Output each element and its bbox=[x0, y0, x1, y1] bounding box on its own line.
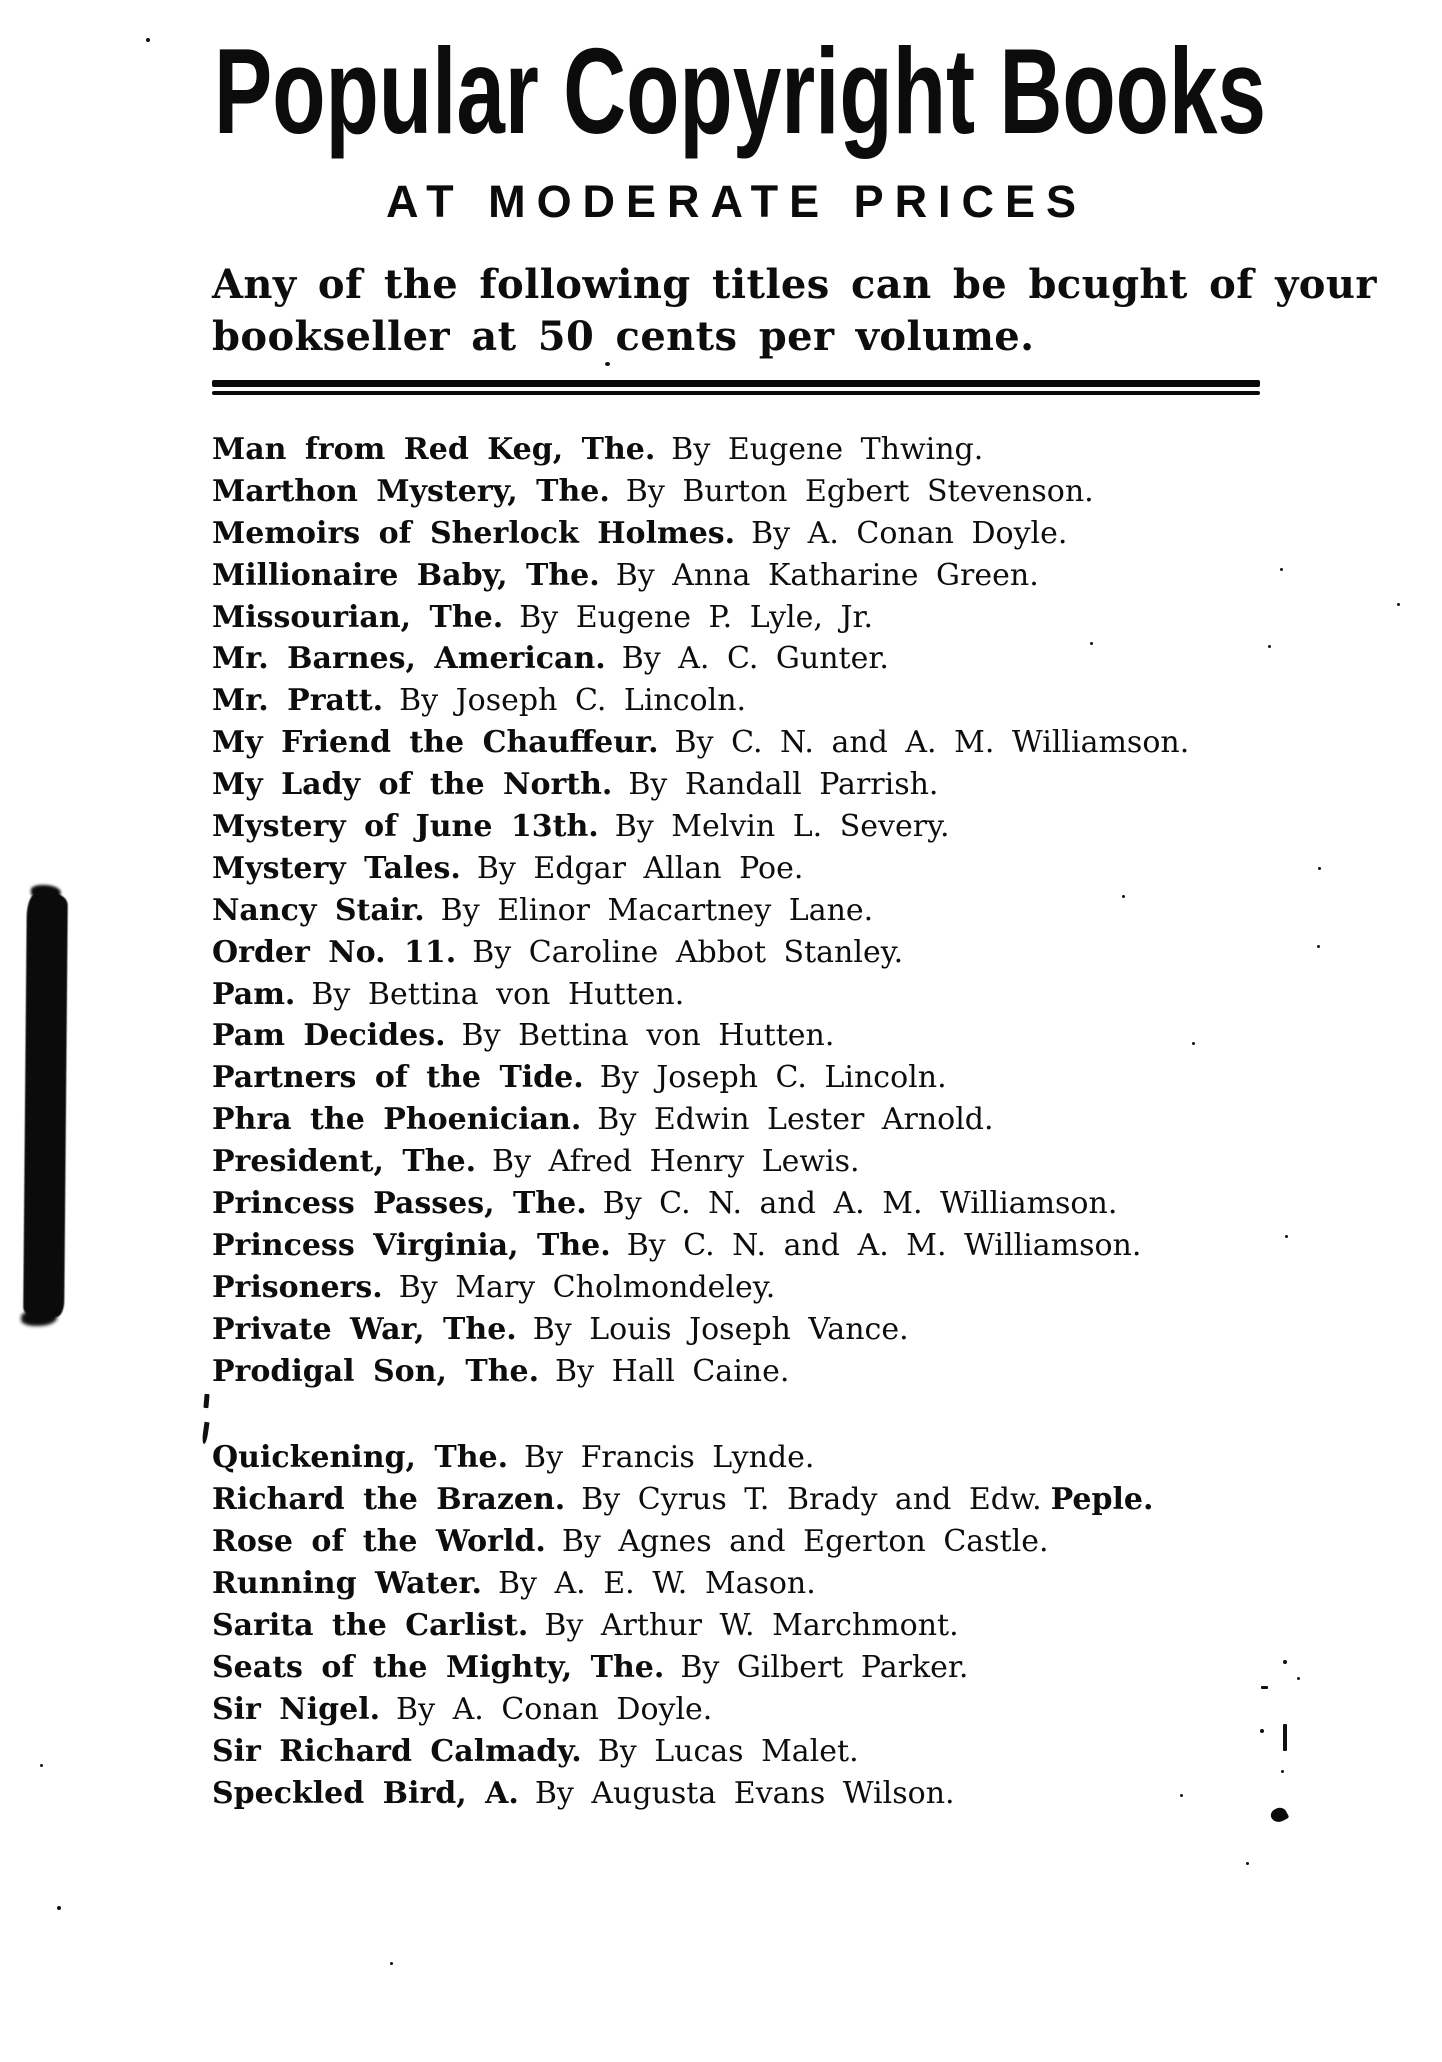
scan-speck bbox=[1246, 1862, 1249, 1865]
book-list-item bbox=[212, 764, 1362, 806]
rule-top-line bbox=[212, 380, 1260, 387]
book-list-item bbox=[212, 638, 1362, 680]
scan-speck bbox=[1280, 568, 1283, 571]
page-subtitle-block bbox=[386, 176, 1086, 238]
book-title: Partners of the Tide. bbox=[212, 1060, 584, 1096]
book-author: By C. N. and A. M. Williamson. bbox=[626, 1227, 1142, 1263]
book-list-item bbox=[212, 848, 1362, 890]
book-author: By Burton Egbert Stevenson. bbox=[625, 473, 1094, 509]
book-list-item bbox=[212, 1225, 1362, 1267]
book-list-item bbox=[212, 890, 1362, 932]
book-title: Sir Richard Calmady. bbox=[212, 1733, 582, 1769]
book-list-item bbox=[212, 680, 1362, 722]
book-list-item bbox=[212, 429, 1362, 471]
book-author: By Joseph C. Lincoln. bbox=[599, 1060, 947, 1096]
book-list-item bbox=[212, 1605, 1362, 1647]
book-list-item bbox=[212, 1099, 1362, 1141]
book-list-item bbox=[212, 974, 1362, 1016]
book-list-item bbox=[212, 932, 1362, 974]
scan-speck bbox=[1192, 1042, 1195, 1045]
book-list-item bbox=[212, 1647, 1362, 1689]
book-author: By Bettina von Hutten. bbox=[311, 976, 685, 1012]
book-list-item bbox=[212, 1267, 1362, 1309]
book-title: Pam. bbox=[212, 976, 296, 1012]
intro-paragraph bbox=[212, 259, 1377, 363]
scan-speck bbox=[57, 1906, 61, 1910]
scan-speck bbox=[1318, 867, 1321, 870]
book-author: By A. Conan Doyle. bbox=[396, 1691, 713, 1727]
book-list-item bbox=[212, 1731, 1362, 1773]
page-subtitle: AT MODERATE PRICES bbox=[386, 176, 1076, 227]
book-author: By C. N. and A. M. Williamson. bbox=[674, 725, 1190, 761]
book-author: By Randall Parrish. bbox=[628, 767, 939, 803]
book-title: Pam Decides. bbox=[212, 1018, 446, 1054]
book-title: Mystery of June 13th. bbox=[212, 809, 599, 845]
rule-bottom-line bbox=[212, 391, 1260, 395]
book-author: By Louis Joseph Vance. bbox=[532, 1311, 909, 1347]
book-title: Marthon Mystery, The. bbox=[212, 473, 610, 509]
book-title: Quickening, The. bbox=[212, 1440, 509, 1476]
book-author: By Anna Katharine Green. bbox=[615, 557, 1039, 593]
book-title: Running Water. bbox=[212, 1566, 482, 1602]
book-author: By C. N. and A. M. Williamson. bbox=[602, 1186, 1118, 1222]
scan-speck bbox=[40, 1764, 43, 1767]
book-author: By Afred Henry Lewis. bbox=[492, 1144, 860, 1180]
book-title: Sir Nigel. bbox=[212, 1691, 381, 1727]
book-title: Prisoners. bbox=[212, 1269, 383, 1305]
book-title: Mr. Pratt. bbox=[212, 683, 384, 719]
book-list-item bbox=[212, 1015, 1362, 1057]
book-title: Richard the Brazen. bbox=[212, 1482, 566, 1518]
page-title-block bbox=[214, 23, 1274, 200]
intro-line-2: bookseller at 50 cents per volume. bbox=[212, 313, 1035, 360]
scan-speck bbox=[1261, 1686, 1268, 1689]
book-author: By Caroline Abbot Stanley. bbox=[472, 934, 904, 970]
book-list-item bbox=[212, 1479, 1362, 1521]
book-author: By Eugene P. Lyle, Jr. bbox=[519, 599, 874, 635]
book-title: Nancy Stair. bbox=[212, 892, 425, 928]
scan-speck bbox=[1285, 1235, 1288, 1238]
ink-smudge bbox=[23, 893, 68, 1317]
book-title: Seats of the Mighty, The. bbox=[212, 1649, 665, 1685]
book-author: By Bettina von Hutten. bbox=[461, 1018, 835, 1054]
scan-tick bbox=[203, 1394, 209, 1408]
book-list-item bbox=[212, 555, 1362, 597]
intro-line-1: Any of the following titles can be bcught of your bbox=[212, 261, 1377, 308]
book-author: By Cyrus T. Brady and Edw. bbox=[581, 1482, 1042, 1518]
scan-speck bbox=[390, 1962, 393, 1965]
book-title: Mystery Tales. bbox=[212, 850, 461, 886]
book-list-item bbox=[212, 1057, 1362, 1099]
book-author: By A. Conan Doyle. bbox=[751, 515, 1068, 551]
book-author: By Augusta Evans Wilson. bbox=[534, 1775, 955, 1811]
book-title: Sarita the Carlist. bbox=[212, 1608, 529, 1644]
book-title: Millionaire Baby, The. bbox=[212, 557, 600, 593]
book-title: Prodigal Son, The. bbox=[212, 1353, 540, 1389]
book-title: Missourian, The. bbox=[212, 599, 504, 635]
book-author: By A. E. W. Mason. bbox=[497, 1566, 816, 1602]
book-author: By Edwin Lester Arnold. bbox=[597, 1102, 994, 1138]
page-title: Popular Copyright Books bbox=[214, 23, 1266, 159]
scan-speck bbox=[605, 362, 610, 366]
book-list-item bbox=[212, 1521, 1362, 1563]
book-title: Private War, The. bbox=[212, 1311, 517, 1347]
book-author: By Lucas Malet. bbox=[597, 1733, 859, 1769]
book-author: By Eugene Thwing. bbox=[671, 432, 984, 467]
book-title: Phra the Phoenician. bbox=[212, 1102, 582, 1138]
scan-tick bbox=[1283, 1724, 1287, 1751]
book-list-item bbox=[212, 1437, 1362, 1479]
scan-speck bbox=[1283, 1660, 1287, 1664]
book-title: Princess Virginia, The. bbox=[212, 1227, 611, 1263]
scan-speck bbox=[1317, 945, 1320, 948]
book-list-item bbox=[212, 722, 1362, 764]
book-list-item bbox=[212, 806, 1362, 848]
book-title: Rose of the World. bbox=[212, 1524, 546, 1560]
scan-speck bbox=[1180, 1794, 1183, 1797]
book-list-item bbox=[212, 1183, 1362, 1225]
scan-speck bbox=[1397, 603, 1400, 606]
book-title: Speckled Bird, A. bbox=[212, 1775, 519, 1811]
book-author: By Elinor Macartney Lane. bbox=[440, 892, 874, 928]
book-author: By Gilbert Parker. bbox=[680, 1649, 969, 1685]
book-list-item bbox=[212, 471, 1362, 513]
book-list-item bbox=[212, 1689, 1362, 1731]
book-list-item bbox=[212, 513, 1362, 555]
scan-speck bbox=[146, 38, 150, 42]
book-list-item bbox=[212, 1309, 1362, 1351]
book-author: By Edgar Allan Poe. bbox=[476, 850, 804, 886]
book-title: My Lady of the North. bbox=[212, 767, 613, 803]
scan-speck bbox=[1297, 1677, 1300, 1680]
scan-speck bbox=[1268, 645, 1271, 648]
book-title: Order No. 11. bbox=[212, 934, 457, 970]
book-author: By Arthur W. Marchmont. bbox=[544, 1608, 959, 1644]
book-title: Princess Passes, The. bbox=[212, 1186, 587, 1222]
book-list-item bbox=[212, 597, 1362, 639]
book-list-item bbox=[212, 1773, 1362, 1815]
book-author: By Hall Caine. bbox=[555, 1353, 790, 1389]
book-list-item bbox=[212, 1351, 1362, 1393]
book-author: By Melvin L. Severy. bbox=[614, 809, 950, 845]
book-author: By Mary Cholmondeley. bbox=[398, 1269, 776, 1305]
double-rule bbox=[212, 380, 1260, 395]
book-list-item bbox=[212, 1563, 1362, 1605]
book-title: President, The. bbox=[212, 1144, 477, 1180]
book-author: By Francis Lynde. bbox=[524, 1440, 815, 1476]
book-author: By Agnes and Egerton Castle. bbox=[561, 1524, 1049, 1560]
scan-tick bbox=[201, 1422, 209, 1444]
scan-speck bbox=[1281, 1770, 1284, 1773]
scan-speck bbox=[1122, 895, 1125, 898]
scan-speck bbox=[1260, 1729, 1264, 1733]
book-title: Memoirs of Sherlock Holmes. bbox=[212, 515, 736, 551]
book-list bbox=[212, 429, 1362, 1815]
book-list-item bbox=[212, 1141, 1362, 1183]
scan-speck bbox=[1090, 642, 1093, 645]
book-title: Mr. Barnes, American. bbox=[212, 641, 606, 677]
book-author: By A. C. Gunter. bbox=[621, 641, 889, 677]
book-title: Man from Red Keg, The. bbox=[212, 432, 656, 467]
book-author-bold: Peple. bbox=[1050, 1482, 1154, 1518]
book-title: My Friend the Chauffeur. bbox=[212, 725, 659, 761]
book-author: By Joseph C. Lincoln. bbox=[399, 683, 747, 719]
